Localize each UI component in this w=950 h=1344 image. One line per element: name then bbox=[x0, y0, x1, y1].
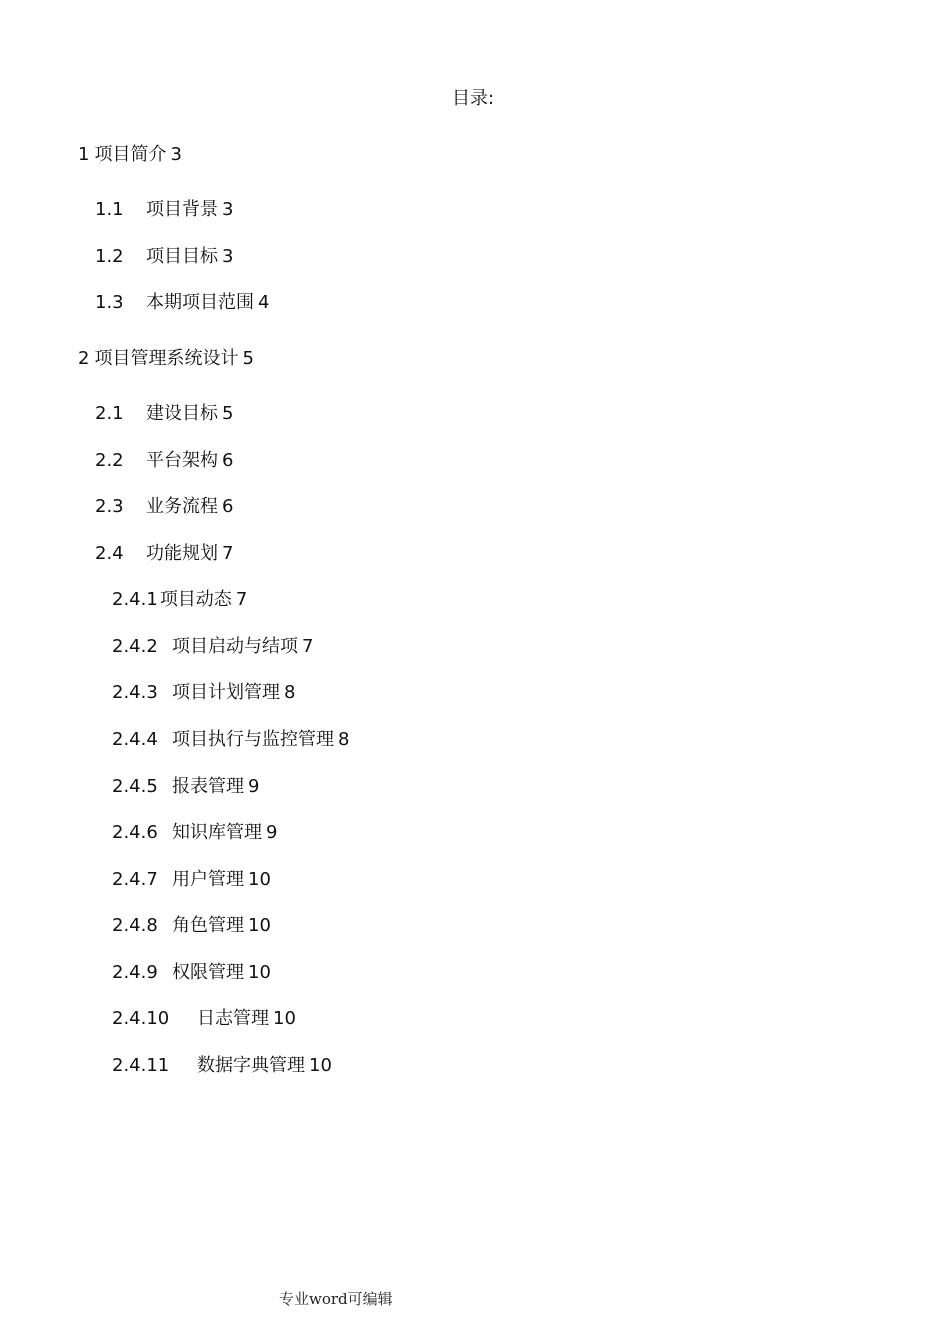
toc-entry-page: 3 bbox=[222, 199, 234, 220]
toc-entry-1[interactable] bbox=[78, 142, 182, 168]
toc-entry-title: 平台架构 bbox=[146, 450, 218, 471]
toc-entry-number: 2.4.10 bbox=[112, 1008, 170, 1029]
toc-entry-page: 6 bbox=[222, 450, 234, 471]
toc-entry-page: 10 bbox=[273, 1008, 296, 1029]
toc-entry-2[interactable] bbox=[78, 346, 254, 372]
toc-entry-number: 2.4.7 bbox=[112, 869, 158, 890]
toc-entry-2-4-3[interactable] bbox=[112, 680, 295, 706]
toc-entry-number: 1.3 bbox=[95, 292, 124, 313]
toc-entry-number: 2.4.8 bbox=[112, 915, 158, 936]
toc-entry-page: 6 bbox=[222, 496, 234, 517]
toc-entry-2-4-5[interactable] bbox=[112, 774, 259, 800]
toc-entry-2-3[interactable] bbox=[95, 494, 233, 520]
toc-entry-number: 2.4.11 bbox=[112, 1055, 170, 1076]
toc-entry-1-2[interactable] bbox=[95, 244, 233, 270]
toc-entry-title: 项目管理系统设计 bbox=[94, 348, 239, 369]
toc-entry-title: 报表管理 bbox=[172, 776, 244, 797]
toc-entry-number: 2.4.6 bbox=[112, 822, 158, 843]
toc-entry-page: 9 bbox=[248, 776, 260, 797]
toc-entry-number: 2.4.2 bbox=[112, 636, 158, 657]
toc-entry-title: 本期项目范围 bbox=[146, 292, 254, 313]
toc-entry-number: 2.4 bbox=[95, 543, 124, 564]
toc-entry-page: 3 bbox=[222, 246, 234, 267]
toc-entry-title: 项目目标 bbox=[146, 246, 218, 267]
toc-entry-page: 10 bbox=[248, 915, 271, 936]
toc-entry-page: 3 bbox=[170, 144, 182, 165]
toc-entry-number: 2.4.3 bbox=[112, 682, 158, 703]
toc-entry-page: 4 bbox=[258, 292, 270, 313]
toc-entry-2-4-6[interactable] bbox=[112, 820, 277, 846]
toc-entry-2-4-2[interactable] bbox=[112, 634, 313, 660]
toc-entry-number: 1.1 bbox=[95, 199, 124, 220]
toc-entry-title: 数据字典管理 bbox=[197, 1055, 305, 1076]
toc-entry-page: 8 bbox=[284, 682, 296, 703]
toc-entry-number: 2.4.4 bbox=[112, 729, 158, 750]
toc-entry-title: 知识库管理 bbox=[172, 822, 262, 843]
toc-entry-title: 项目计划管理 bbox=[172, 682, 280, 703]
toc-entry-number: 1 bbox=[78, 144, 90, 165]
toc-entry-1-1[interactable] bbox=[95, 197, 233, 223]
page-footer: 专业word可编辑 bbox=[279, 1290, 393, 1308]
toc-entry-2-2[interactable] bbox=[95, 448, 233, 474]
toc-entry-title: 角色管理 bbox=[172, 915, 244, 936]
toc-entry-page: 7 bbox=[235, 589, 248, 610]
toc-entry-page: 5 bbox=[242, 348, 254, 369]
toc-entry-page: 8 bbox=[338, 729, 350, 750]
toc-entry-number: 2.2 bbox=[95, 450, 124, 471]
toc-entry-2-4-11[interactable] bbox=[112, 1053, 332, 1079]
toc-entry-number: 2.4.1 bbox=[112, 589, 158, 610]
toc-entry-page: 7 bbox=[222, 543, 234, 564]
toc-entry-2-4-8[interactable] bbox=[112, 913, 271, 939]
toc-entry-number: 2 bbox=[78, 348, 90, 369]
toc-entry-2-4-7[interactable] bbox=[112, 867, 271, 893]
toc-entry-page: 7 bbox=[302, 636, 314, 657]
toc-entry-page: 10 bbox=[248, 962, 271, 983]
toc-entry-title: 建设目标 bbox=[146, 403, 218, 424]
toc-entry-number: 1.2 bbox=[95, 246, 124, 267]
toc-entry-2-1[interactable] bbox=[95, 401, 233, 427]
toc-entry-number: 2.4.9 bbox=[112, 962, 158, 983]
toc-entry-page: 5 bbox=[222, 403, 234, 424]
toc-entry-page: 9 bbox=[266, 822, 278, 843]
toc-entry-number: 2.4.5 bbox=[112, 776, 158, 797]
toc-entry-title: 项目动态 bbox=[159, 589, 232, 610]
toc-entry-number: 2.1 bbox=[95, 403, 124, 424]
toc-entry-1-3[interactable] bbox=[95, 290, 269, 316]
toc-entry-title: 项目背景 bbox=[146, 199, 218, 220]
toc-entry-title: 项目简介 bbox=[94, 144, 167, 165]
toc-entry-title: 用户管理 bbox=[172, 869, 244, 890]
toc-entry-number: 2.3 bbox=[95, 496, 124, 517]
toc-entry-title: 项目启动与结项 bbox=[172, 636, 298, 657]
toc-entry-2-4[interactable] bbox=[95, 541, 233, 567]
toc-entry-title: 业务流程 bbox=[146, 496, 218, 517]
toc-entry-2-4-1[interactable] bbox=[112, 587, 247, 613]
toc-heading: 目录: bbox=[452, 88, 495, 109]
toc-entry-title: 权限管理 bbox=[172, 962, 244, 983]
toc-entry-title: 功能规划 bbox=[146, 543, 218, 564]
toc-entry-2-4-4[interactable] bbox=[112, 727, 349, 753]
toc-entry-2-4-10[interactable] bbox=[112, 1006, 296, 1032]
toc-entry-page: 10 bbox=[309, 1055, 332, 1076]
toc-entry-page: 10 bbox=[248, 869, 271, 890]
toc-entry-2-4-9[interactable] bbox=[112, 960, 271, 986]
toc-entry-title: 项目执行与监控管理 bbox=[172, 729, 334, 750]
toc-entry-title: 日志管理 bbox=[197, 1008, 269, 1029]
